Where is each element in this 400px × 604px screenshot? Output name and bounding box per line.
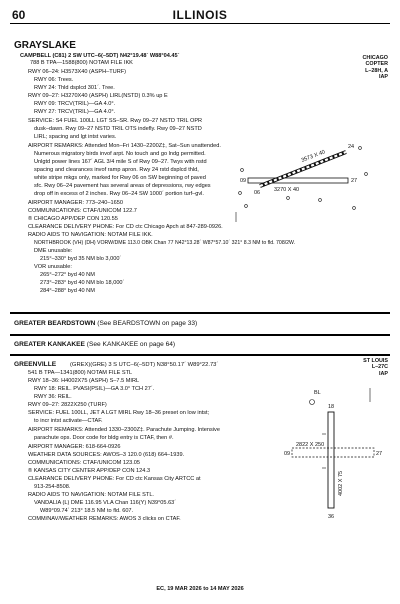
grayslake-rwy2: RWY 06: Trees. [34,77,74,83]
diagram-rwy-0624-dims: 3573 X 40 [300,149,327,164]
beardstown-city: GREATER BEARDSTOWN [14,320,96,327]
greenville-app [28,468,150,475]
diagram-label-27: 27 [351,178,358,184]
greenville-clearance2: 913-254-8508. [34,484,71,490]
grayslake-svc1: SERVICE: S4 FUEL 100LL LGT SS–SR. Rwy 09–27 NSTD TRIL OPR [28,118,203,124]
grayslake-nav1: NORTHBROOK (VH) (DH) VORW/DME 113.0 OBK Chan 77 N42°13.28´ W87°57.10´ 321° 8.3 NM to fld. 708/2W. [34,240,296,246]
label-l27c: L–27C [371,364,388,371]
greenville-rmk2: parachute ops. Door code for bldg entry is CTAF, then #. [34,435,174,441]
grayslake-header1: CAMPBELL (C81) 2 SW UTC–6(–5DT) N42°19.48´ W88°04.45´ [20,53,180,59]
label-st-louis: ST LOUIS [363,358,388,364]
obstacle-dot [359,147,362,150]
diagram-label-24: 24 [348,144,355,150]
grayslake-rwy5: RWY 09: TRCV(TRIL)—GA 4.0°. [34,101,116,107]
obstacle-dot [239,192,242,195]
grayslake-header2: 788 B TPA—1588(800) NOTAM FILE IKK [30,60,133,66]
grayslake-nav6: 273°–283° byd 40 NM blo 18,000´ [40,280,125,286]
grayslake-right-labels [363,55,388,81]
greenville-rmk1: AIRPORT REMARKS: Attended 1330–2300Z‡. Parachute Jumping. Intensive [28,427,220,433]
page-number: 60 [12,8,26,22]
label-iap: IAP [379,370,388,377]
kankakee-ref: (See KANKAKEE on page 64) [86,341,176,348]
radar-icon: ® [28,468,33,474]
label-iap: IAP [379,74,388,81]
greenville-weather: WEATHER DATA SOURCES: AWOS–3 120.0 (618) 664–1939. [28,452,185,458]
grayslake-nav4: VOR unusable: [34,264,72,270]
label-chicago: CHICAGO [362,55,388,61]
page-footer: EC, 19 MAR 2026 to 14 MAY 2026 [156,586,244,592]
header-rule [10,23,390,24]
grayslake-airport-diagram [228,138,378,228]
grayslake-rwy3: RWY 24: Thld dsplcd 301´. Tree. [34,85,115,91]
greenville-comm: COMMUNICATIONS: CTAF/UNICOM 123.05 [28,460,140,466]
diagram-rwy-0927-dims: 3270 X 40 [274,187,300,193]
city-greenville [14,362,56,369]
grayslake-nav5: 265°–272° byd 40 NM [40,272,95,278]
greenville-manager: AIRPORT MANAGER: 618-664-0926 [28,444,121,450]
diagram-label-18: 18 [328,404,335,410]
grayslake-comm: COMMUNICATIONS: CTAF/UNICOM 122.7 [28,208,137,214]
beacon-icon [310,400,315,405]
obstacle-dot [287,197,290,200]
obstacle-dot [245,205,248,208]
greenville-rwy1: RWY 18–36: H4002X75 (ASPH) S–7.5 MIRL [28,378,140,384]
greenville-header2: 541 B TPA—1341(800) NOTAM FILE STL [28,370,133,376]
grayslake-svc3: LIRL; spacing and lgt intst varies. [34,134,117,140]
runway-18-36 [328,412,334,508]
grayslake-rmk3: Unlgtd power lines 167´ AGL 3/4 mile S of Rwy 09–27. Twys with nstd [34,159,207,165]
diagram-turf-dims: 2822 X 250 [296,442,325,448]
greenville-nav2: W89°09.74´ 213° 18.5 NM to fld. 607. [40,508,134,514]
grayslake-clearance: CLEARANCE DELIVERY PHONE: For CD ctc Chicago Apch at 847-289-0926. [28,224,223,230]
grayslake-rmk6: sfc. Rwy 06–24 pavement has several areas of depressions, rwy edges [34,183,211,189]
grayslake-manager: AIRPORT MANAGER: 773–240–1650 [28,200,123,206]
label-l28h: L–28H, A [365,67,388,74]
obstacle-dot [353,207,356,210]
grayslake-nav3: 215°–330° byd 35 NM blo 3,000´ [40,256,122,262]
diagram-label-36: 36 [328,514,335,520]
section-rule [10,334,390,336]
greenville-airport-diagram [282,378,386,528]
label-copter: COPTER [365,61,388,68]
beardstown-ref: (See BEARDSTOWN on page 33) [97,320,198,327]
grayslake-app-text: CHICAGO APP/DEP CON 120.55 [33,216,118,222]
grayslake-nav2: DME unusable: [34,248,73,254]
grayslake-rmk7: drop off in excess of 2 inches. Rwy 06–24 SW 1000´ portion turf–gvl. [34,191,204,197]
diagram-label-27: 27 [376,451,383,457]
greater-kankakee-entry [14,342,175,349]
section-rule [10,354,390,356]
greenville-city: GREENVILLE [14,361,57,368]
diagram-label-09: 09 [284,451,291,457]
diagram-label-06: 06 [254,190,261,196]
greenville-nav1: VANDALIA (L) DME 116.95 VLA Chan 116(Y) N39°05.63´ [34,500,177,506]
obstacle-dot [319,199,322,202]
greater-beardstown-entry [14,321,197,328]
obstacle-dot [241,169,244,172]
section-rule [10,312,390,314]
grayslake-rmk5: white stripe mkgs only, marked for Rwy 06 on SW beginning of paved [34,175,206,181]
state-title: ILLINOIS [172,8,228,22]
grayslake-app [28,216,118,223]
greenville-rwy4: RWY 09–27: 2822X250 (TURF) [28,402,107,408]
greenville-clearance1: CLEARANCE DELIVERY PHONE: For CD ctc Kansas City ARTCC at [28,476,201,482]
grayslake-rmk1: AIRPORT REMARKS: Attended Mon–Fri 1430–2200Z‡, Sat–Sun unattended. [28,143,221,149]
city-grayslake: GRAYSLAKE [14,40,76,51]
grayslake-rwy1: RWY 06–24: H3573X40 (ASPH–TURF) [28,69,127,75]
grayslake-nav7: 284°–288° byd 40 NM [40,288,95,294]
diagram-label-09: 09 [240,178,247,184]
greenville-svc1: SERVICE: FUEL 100LL, JET A LGT MIRL Rwy 18–36 preset on low intst; [28,410,210,416]
greenville-app-text: KANSAS CITY CENTER APP/DEP CON 124.3 [33,468,151,474]
kankakee-city: GREATER KANKAKEE [14,341,85,348]
greenville-navaid: RADIO AIDS TO NAVIGATION: NOTAM FILE STL. [28,492,154,498]
grayslake-rwy4: RWY 09–27: H3270X40 (ASPH) LIRL(NSTD) 0.3% up E [28,93,168,99]
greenville-svc2: to incr intst activate—CTAF. [34,418,103,424]
grayslake-rmk2: Numerous migratory birds invof arpt. No touch and go lndg permitted. [34,151,206,157]
diagram-rwy-1836-dims: 4002 X 75 [338,470,344,496]
radar-icon: ® [28,216,33,222]
obstacle-dot [365,173,368,176]
greenville-header1: (GREX)(GRE) 3 S UTC–6(–5DT) N38°50.17´ W89°22.73´ [70,362,219,368]
greenville-right-labels [363,358,388,377]
grayslake-rmk4: spacing and clearances invof ramp apron. Rwy 24 rstd dsplcd thld, [34,167,199,173]
grayslake-svc2: dusk–dawn. Rwy 09–27 NSTD TRIL OTS indefly. Rwy 09–27 NSTD [34,126,202,132]
greenville-rwy2: RWY 18: REIL. PVASI(PSIL)—GA 3.0° TCH 27´. [34,386,155,392]
runway-09-27 [248,178,348,183]
greenville-rwy3: RWY 36: REIL. [34,394,72,400]
diagram-label-bl: BL [314,390,321,396]
greenville-remarks: COMM/NAV/WEATHER REMARKS: AWOS 3 clicks on CTAF. [28,516,181,522]
grayslake-rwy6: RWY 27: TRCV(TRIL)—GA 4.0°. [34,109,116,115]
grayslake-navaid: RADIO AIDS TO NAVIGATION: NOTAM FILE IKK. [28,232,153,238]
